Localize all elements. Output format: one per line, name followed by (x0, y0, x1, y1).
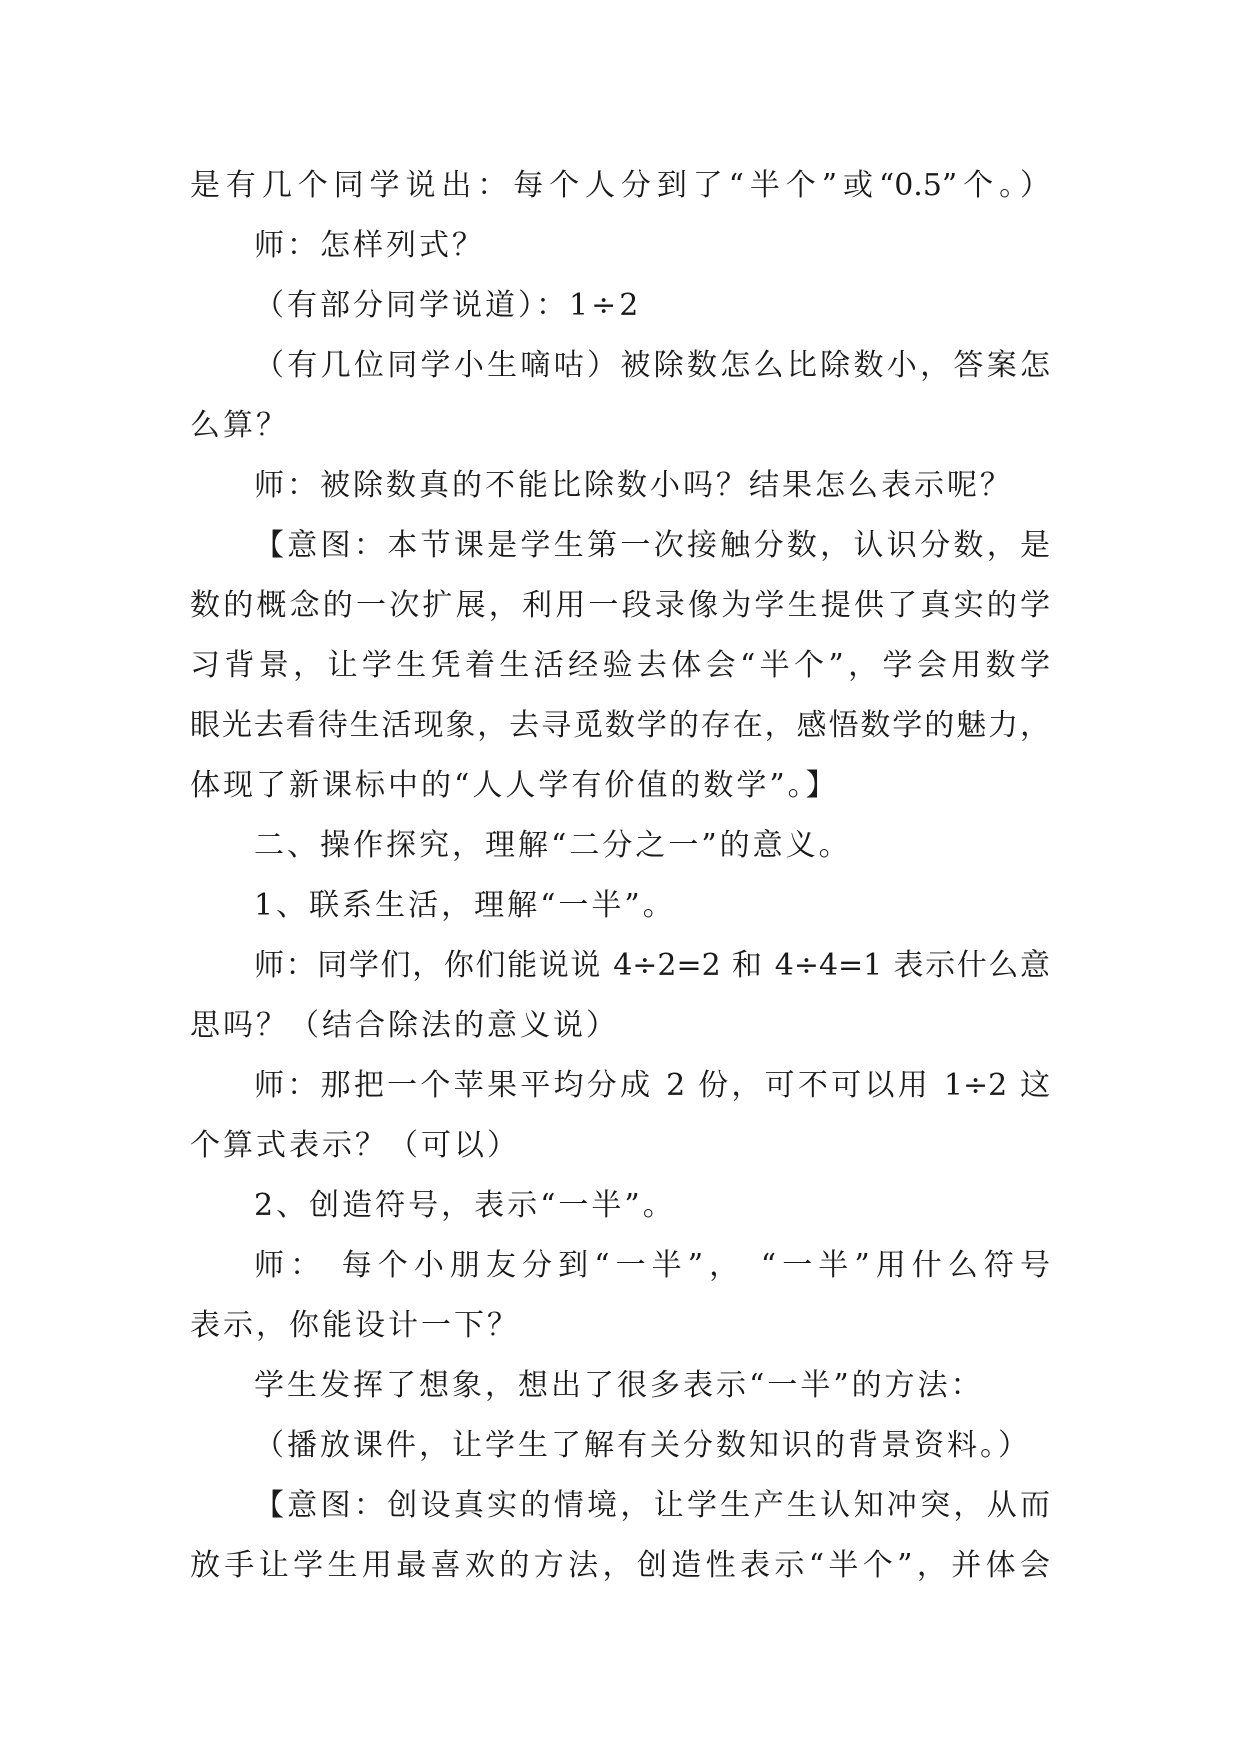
paragraph-line: 学生发挥了想象，想出了很多表示“一半”的方法： (254, 1368, 984, 1403)
section-heading: 二、操作探究，理解“二分之一”的意义。 (254, 828, 852, 863)
subsection-heading: 2、创造符号，表示“一半”。 (254, 1188, 676, 1223)
document-body (190, 156, 1050, 1596)
paragraph-line: 师：怎样列式？ (254, 228, 485, 263)
paragraph-line: 思吗？（结合除法的意义说） (190, 1008, 619, 1043)
paragraph-line: 师：被除数真的不能比除数小吗？结果怎么表示呢？ (254, 468, 1013, 503)
paragraph-line: 表示，你能设计一下？ (190, 1308, 520, 1343)
paragraph-line: （有部分同学说道）：1÷2 (254, 288, 642, 323)
paragraph-line: 个算式表示？（可以） (190, 1128, 520, 1163)
paragraph-line: 【意图：本节课是学生第一次接触分数，认识分数，是 (254, 528, 1050, 563)
subsection-heading: 1、联系生活，理解“一半”。 (254, 888, 676, 923)
paragraph-line: 数的概念的一次扩展，利用一段录像为学生提供了真实的学 (190, 588, 1050, 623)
paragraph-line: 师：同学们，你们能说说 4÷2=2 和 4÷4=1 表示什么意 (254, 948, 1050, 983)
paragraph-line: 师： 每个小朋友分到“一半”， “一半”用什么符号 (254, 1248, 1050, 1283)
paragraph-line: 体现了新课标中的“人人学有价值的数学”。】 (190, 768, 839, 803)
paragraph-line: 放手让学生用最喜欢的方法，创造性表示“半个”，并体会 (190, 1548, 1050, 1583)
paragraph-line: （有几位同学小生嘀咕）被除数怎么比除数小，答案怎 (254, 348, 1050, 383)
paragraph-line: 是有几个同学说出：每个人分到了“半个”或“0.5”个。） (190, 168, 1050, 203)
paragraph-line: 么算？ (190, 408, 289, 443)
paragraph-line: 眼光去看待生活现象，去寻觅数学的存在，感悟数学的魅力， (190, 708, 1050, 743)
paragraph-line: 习背景，让学生凭着生活经验去体会“半个”，学会用数学 (190, 648, 1050, 683)
paragraph-line: 师：那把一个苹果平均分成 2 份，可不可以用 1÷2 这 (254, 1068, 1050, 1103)
paragraph-line: （播放课件，让学生了解有关分数知识的背景资料。） (254, 1428, 1031, 1463)
paragraph-line: 【意图：创设真实的情境，让学生产生认知冲突，从而 (254, 1488, 1050, 1523)
